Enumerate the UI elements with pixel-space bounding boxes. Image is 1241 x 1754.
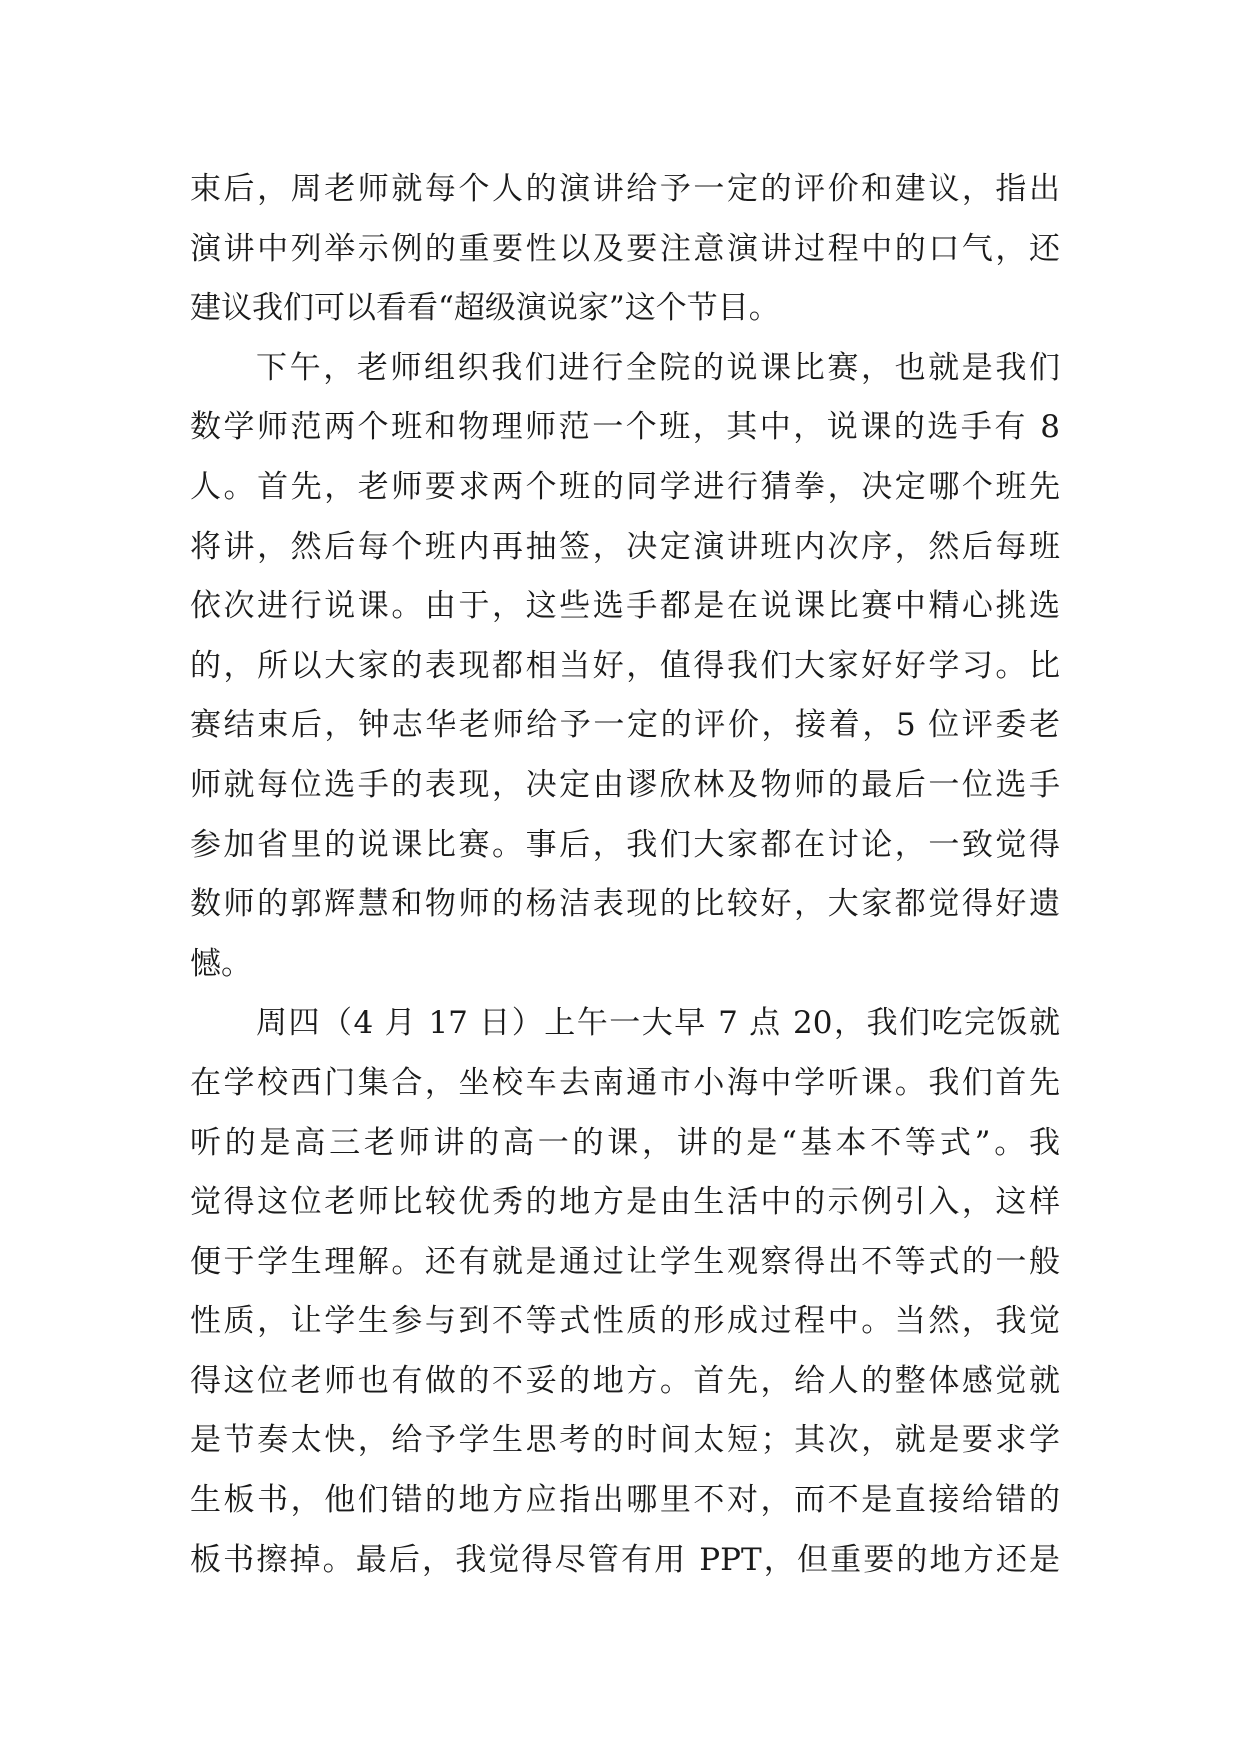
text-line: 人。首先，老师要求两个班的同学进行猜拳，决定哪个班先 — [190, 468, 1060, 505]
text-line: 下午，老师组织我们进行全院的说课比赛，也就是我们 — [256, 349, 1060, 386]
text-line: 觉得这位老师比较优秀的地方是由生活中的示例引入，这样 — [190, 1184, 1060, 1221]
text-line: 憾。 — [190, 945, 252, 982]
paragraph — [190, 160, 1060, 339]
text-line: 束后，周老师就每个人的演讲给予一定的评价和建议，指出 — [190, 171, 1060, 207]
text-line: 演讲中列举示例的重要性以及要注意演讲过程中的口气，还 — [190, 230, 1060, 267]
text-line: 在学校西门集合，坐校车去南通市小海中学听课。我们首先 — [190, 1064, 1060, 1101]
text-line: 板书擦掉。最后，我觉得尽管有用 PPT，但重要的地方还是 — [190, 1541, 1060, 1578]
text-line: 性质，让学生参与到不等式性质的形成过程中。当然，我觉 — [190, 1303, 1060, 1340]
text-line: 参加省里的说课比赛。事后，我们大家都在讨论，一致觉得 — [190, 826, 1060, 863]
text-line: 听的是高三老师讲的高一的课，讲的是“基本不等式”。我 — [190, 1124, 1060, 1161]
text-line: 数学师范两个班和物理师范一个班，其中，说课的选手有 8 — [190, 409, 1060, 446]
text-line: 便于学生理解。还有就是通过让学生观察得出不等式的一般 — [190, 1243, 1060, 1280]
paragraph — [190, 339, 1060, 995]
text-line: 数师的郭辉慧和物师的杨洁表现的比较好，大家都觉得好遗 — [190, 886, 1060, 923]
text-line: 生板书，他们错的地方应指出哪里不对，而不是直接给错的 — [190, 1482, 1060, 1519]
text-line: 是节奏太快，给予学生思考的时间太短；其次，就是要求学 — [190, 1422, 1060, 1459]
text-line: 将讲，然后每个班内再抽签，决定演讲班内次序，然后每班 — [190, 528, 1060, 565]
text-line: 赛结束后，钟志华老师给予一定的评价，接着，5 位评委老 — [190, 707, 1060, 744]
text-line: 建议我们可以看看“超级演说家”这个节目。 — [190, 290, 780, 327]
paragraph — [190, 994, 1060, 1590]
text-line: 的，所以大家的表现都相当好，值得我们大家好好学习。比 — [190, 647, 1060, 684]
text-line: 依次进行说课。由于，这些选手都是在说课比赛中精心挑选 — [190, 588, 1060, 625]
text-line: 周四（4 月 17 日）上午一大早 7 点 20，我们吃完饭就 — [256, 1005, 1060, 1042]
body-text — [190, 160, 1060, 1590]
text-line: 得这位老师也有做的不妥的地方。首先，给人的整体感觉就 — [190, 1362, 1060, 1399]
text-line: 师就每位选手的表现，决定由谬欣林及物师的最后一位选手 — [190, 766, 1060, 803]
